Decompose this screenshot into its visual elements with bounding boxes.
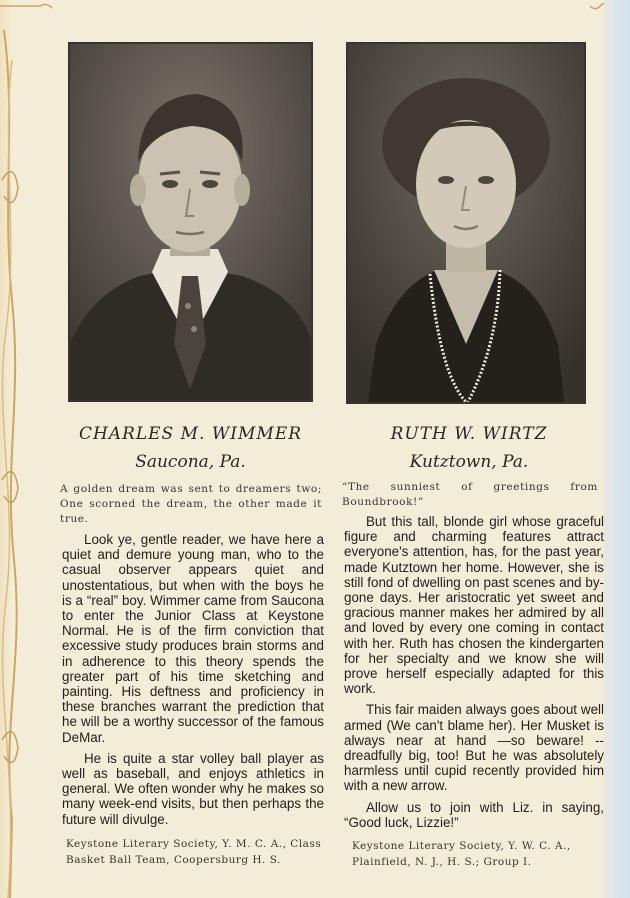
ornamental-top-border xyxy=(0,0,630,14)
biography-right-paragraph-1: But this tall, blonde girl whose graceful figure and charming features attract everyone's attention, has, for the past year, made Kutztown her home. However, she is still fond of dwelling on past scenes and by-gone days. Her aristocratic yet sweet and gracious manner makes her admired by all and loved by every one coming in contact with her. Ruth has chosen the kindergarten for her specialty and we know she will prove herself especially adapted for this work. xyxy=(344,514,604,697)
hometown-right: Kutztown, Pa. xyxy=(409,452,529,472)
quote-left: A golden dream was sent to dreamers two; One scorned the dream, the other made it true. xyxy=(60,483,322,525)
page-edge-shadow xyxy=(604,0,630,898)
portrait-photo-right xyxy=(346,42,586,404)
biography-left-paragraph-2: He is quite a star volley ball player as well as baseball, and enjoys athletics in general. We often wonder why he makes so many week-end visits, but then perhaps the future will divulge. xyxy=(62,750,324,827)
biography-left xyxy=(62,532,324,833)
portrait-photo-left xyxy=(68,42,313,402)
activities-left: Keystone Literary Society, Y. M. C. A., Class Basket Ball Team, Coopersburg H. S. xyxy=(66,838,322,866)
quote-right: “The sunniest of greetings from Boundbrook!” xyxy=(342,481,598,508)
biography-left-paragraph-1: Look ye, gentle reader, we have here a quiet and demure young man, who to the casual observer appears quiet and unostentatious, but when with the boys he is a “real” boy. Wimmer came from Saucona to enter the Junior Class at Keystone Normal. He is of the firm conviction that excessive study produces brain storms and in adherence to this theory spends the greater part of his time sketching and painting. His deftness and proficiency in these branches warrant the prediction that he will be a worthy successor of the famous DeMar. xyxy=(62,532,324,745)
biography-right-paragraph-2: This fair maiden always goes about well armed (We can't blame her). Her Musket is always near at hand —so beware! -- dreadfully big, too! But he was absolutely harmless until cupid recently provided him with a new arrow. xyxy=(344,702,604,794)
activities-right: Keystone Literary Society, Y. W. C. A., Plainfield, N. J., H. S.; Group I. xyxy=(352,840,571,868)
student-name-right: RUTH W. WIRTZ xyxy=(390,424,548,444)
ornamental-left-border xyxy=(0,0,22,898)
portrait-man-image xyxy=(70,44,311,400)
hometown-left: Saucona, Pa. xyxy=(135,452,246,472)
portrait-woman-image xyxy=(348,44,584,402)
biography-right-paragraph-3: Allow us to join with Liz. in saying, “Good luck, Lizzie!” xyxy=(344,799,604,830)
student-name-left: CHARLES M. WIMMER xyxy=(78,424,303,444)
biography-right xyxy=(344,514,604,836)
